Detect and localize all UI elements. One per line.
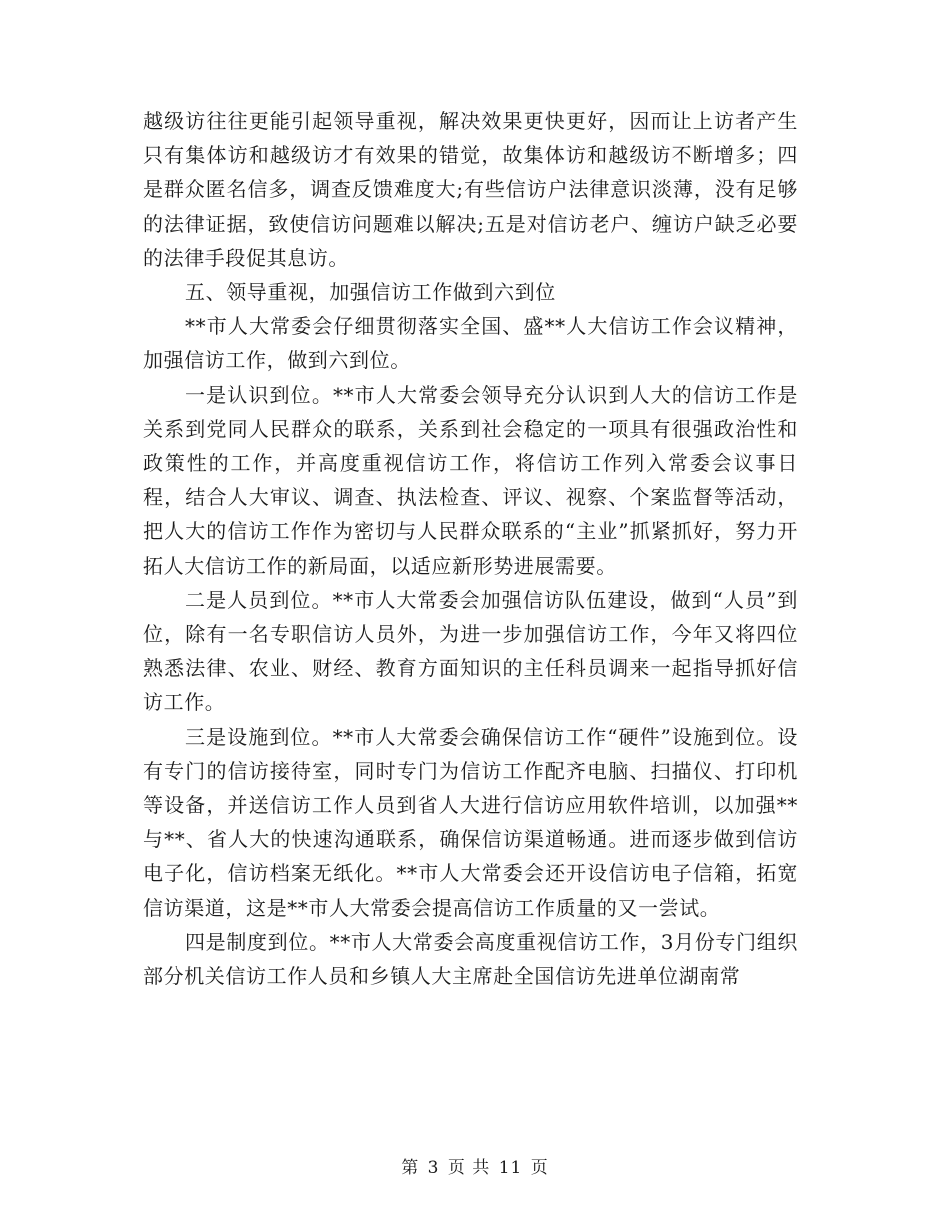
current-page-number: 3 (427, 1158, 440, 1178)
footer-prefix: 第 (401, 1158, 420, 1178)
paragraph-6: 四是制度到位。**市人大常委会高度重视信访工作，3月份专门组织部分机关信访工作人员和乡镇人大主席赴全国信访先进单位湖南常 (143, 929, 798, 989)
section-heading: 五、领导重视，加强信访工作做到六到位 (185, 280, 556, 305)
footer-middle: 页 共 (447, 1158, 491, 1178)
paragraph-3: 一是认识到位。**市人大常委会领导充分认识到人大的信访工作是关系到党同人民群众的联系，关系到社会稳定的一项具有很强政治性和政策性的工作，并高度重视信访工作，将信访工作列入常委会议事日程，结合人大审议、调查、执法检查、评议、视察、个案监督等活动，把人大的信访工作作为密切与人民群众联系的“主业”抓紧抓好，努力开拓人大信访工作的新局面，以适应新形势进展需要。 (143, 382, 798, 578)
paragraph-1: 越级访往往更能引起领导重视，解决效果更快更好，因而让上访者产生只有集体访和越级访才有效果的错觉，故集体访和越级访不断增多；四是群众匿名信多，调查反馈难度大;有些信访户法律意识淡薄，没有足够的法律证据，致使信访问题难以解决;五是对信访老户、缠访户缺乏必要的法律手段促其息访。 (143, 109, 798, 270)
paragraph-5: 三是设施到位。**市人大常委会确保信访工作“硬件”设施到位。设有专门的信访接待室，同时专门为信访工作配齐电脑、扫描仪、打印机等设备，并送信访工作人员到省人大进行信访应用软件培训，以加强**与**、省人大的快速沟通联系，确保信访渠道畅通。进而逐步做到信访电子化，信访档案无纸化。**市人大常委会还开设信访电子信箱，拓宽信访渠道，这是**市人大常委会提高信访工作质量的又一尝试。 (143, 724, 798, 920)
total-page-count: 11 (498, 1158, 523, 1178)
paragraph-4: 二是人员到位。**市人大常委会加强信访队伍建设，做到“人员”到位，除有一名专职信访人员外，为进一步加强信访工作，今年又将四位熟悉法律、农业、财经、教育方面知识的主任科员调来一起指导抓好信访工作。 (143, 587, 798, 715)
body-text (143, 104, 798, 993)
page-footer (0, 1153, 950, 1178)
paragraph-2: **市人大常委会仔细贯彻落实全国、盛**人大信访工作会议精神，加强信访工作，做到六到位。 (143, 314, 798, 373)
footer-suffix: 页 (530, 1158, 549, 1178)
